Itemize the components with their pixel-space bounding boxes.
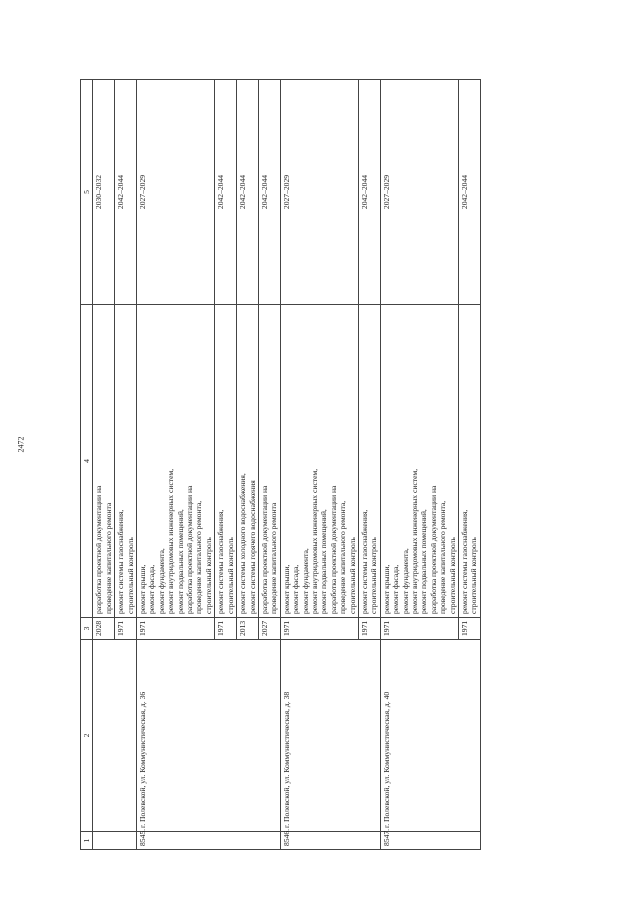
work-type-line: разработка проектной документации на bbox=[94, 485, 104, 614]
table-row bbox=[93, 80, 115, 850]
work-type-line: ремонт внутридомовых инженерных систем, bbox=[410, 468, 419, 614]
year-cell: 1971 bbox=[459, 618, 481, 640]
work-type-line: ремонт системы газоснабжения, bbox=[359, 509, 369, 614]
period-cell: 2027–2029 bbox=[137, 80, 215, 305]
period-cell: 2042–2044 bbox=[237, 80, 259, 305]
table-row bbox=[380, 80, 458, 850]
column-number: 4 bbox=[81, 305, 93, 618]
entry-number: 8547. bbox=[380, 832, 480, 850]
period-cell: 2042–2044 bbox=[115, 80, 137, 305]
work-type-line: ремонт системы газоснабжения, bbox=[460, 509, 470, 614]
column-number: 5 bbox=[81, 80, 93, 305]
work-type-line: проведение капитального ремонта, bbox=[438, 500, 448, 614]
table-row bbox=[280, 80, 358, 850]
work-type-line: ремонт внутридомовых инженерных систем, bbox=[166, 468, 176, 614]
work-type-line: ремонт системы газоснабжения, bbox=[216, 509, 226, 614]
work-type-line: ремонт фундамента, bbox=[400, 548, 410, 614]
work-type-line: ремонт крыши, bbox=[381, 564, 391, 614]
work-types-cell bbox=[93, 305, 115, 618]
work-type-line: ремонт фундамента, bbox=[300, 548, 310, 614]
work-type-line: строительный контроль bbox=[203, 537, 213, 614]
work-type-line: ремонт фасада, bbox=[291, 564, 301, 614]
period-cell: 2030–2032 bbox=[93, 80, 115, 305]
work-types-cell bbox=[137, 305, 215, 618]
repair-schedule-table bbox=[80, 79, 481, 850]
work-type-line: ремонт системы газоснабжения, bbox=[116, 509, 126, 614]
column-number-row bbox=[81, 80, 93, 850]
table-body bbox=[93, 80, 480, 850]
building-address: г. Полевской, ул. Коммунистическая, д. 36 bbox=[137, 640, 281, 832]
work-types-cell bbox=[459, 305, 481, 618]
building-address bbox=[93, 640, 137, 832]
work-type-line: ремонт фасада, bbox=[391, 564, 401, 614]
work-type-line: ремонт крыши, bbox=[281, 564, 291, 614]
building-address: г. Полевской, ул. Коммунистическая, д. 38 bbox=[280, 640, 380, 832]
work-types-cell bbox=[280, 305, 358, 618]
year-cell: 1971 bbox=[215, 618, 237, 640]
work-type-line: ремонт крыши, bbox=[138, 564, 148, 614]
work-types-cell bbox=[237, 305, 259, 618]
work-types-cell bbox=[115, 305, 137, 618]
work-type-line: проведение капитального ремонта bbox=[103, 502, 113, 614]
year-cell: 2013 bbox=[237, 618, 259, 640]
building-address: г. Полевской, ул. Коммунистическая, д. 40 bbox=[380, 640, 480, 832]
work-types-cell bbox=[215, 305, 237, 618]
year-cell: 2028 bbox=[93, 618, 115, 640]
work-type-line: разработка проектной документации на bbox=[328, 485, 338, 614]
work-type-line: проведение капитального ремонта, bbox=[338, 500, 348, 614]
table-row bbox=[137, 80, 215, 850]
work-types-cell bbox=[380, 305, 458, 618]
work-type-line: строительный контроль bbox=[369, 537, 379, 614]
work-type-line: строительный контроль bbox=[447, 537, 457, 614]
work-type-line: разработка проектной документации на bbox=[259, 485, 269, 614]
entry-number bbox=[93, 832, 137, 850]
work-type-line: проведение капитального ремонта, bbox=[194, 500, 204, 614]
period-cell: 2027–2029 bbox=[280, 80, 358, 305]
period-cell: 2042–2044 bbox=[215, 80, 237, 305]
work-type-line: ремонт системы горячего водоснабжения bbox=[247, 480, 257, 614]
year-cell: 1971 bbox=[380, 618, 458, 640]
work-type-line: ремонт подвальных помещений, bbox=[319, 509, 329, 614]
work-types-cell bbox=[358, 305, 380, 618]
work-type-line: строительный контроль bbox=[469, 537, 479, 614]
work-type-line: строительный контроль bbox=[225, 537, 235, 614]
page-number: 2472 bbox=[16, 436, 26, 453]
period-cell: 2042–2044 bbox=[459, 80, 481, 305]
work-type-line: разработка проектной документации на bbox=[428, 485, 438, 614]
work-type-line: ремонт фасада, bbox=[147, 564, 157, 614]
work-type-line: строительный контроль bbox=[347, 537, 357, 614]
year-cell: 1971 bbox=[280, 618, 358, 640]
period-cell: 2042–2044 bbox=[358, 80, 380, 305]
year-cell: 1971 bbox=[115, 618, 137, 640]
rotated-page bbox=[80, 80, 565, 850]
year-cell: 2027 bbox=[258, 618, 280, 640]
period-cell: 2042–2044 bbox=[258, 80, 280, 305]
work-type-line: ремонт фундамента, bbox=[156, 548, 166, 614]
period-cell: 2027–2029 bbox=[380, 80, 458, 305]
entry-number: 8545. bbox=[137, 832, 281, 850]
work-type-line: разработка проектной документации на bbox=[185, 485, 195, 614]
column-number: 2 bbox=[81, 640, 93, 832]
year-cell: 1971 bbox=[137, 618, 215, 640]
work-type-line: ремонт подвальных помещений, bbox=[419, 509, 429, 614]
work-type-line: ремонт подвальных помещений, bbox=[175, 509, 185, 614]
work-types-cell bbox=[258, 305, 280, 618]
work-type-line: ремонт внутридомовых инженерных систем, bbox=[309, 468, 319, 614]
column-number: 3 bbox=[81, 618, 93, 640]
year-cell: 1971 bbox=[358, 618, 380, 640]
entry-number: 8546. bbox=[280, 832, 380, 850]
work-type-line: проведение капитального ремонта bbox=[269, 502, 279, 614]
work-type-line: ремонт системы холодного водоснабжения, bbox=[238, 473, 248, 614]
column-number: 1 bbox=[81, 832, 93, 850]
work-type-line: строительный контроль bbox=[125, 537, 135, 614]
